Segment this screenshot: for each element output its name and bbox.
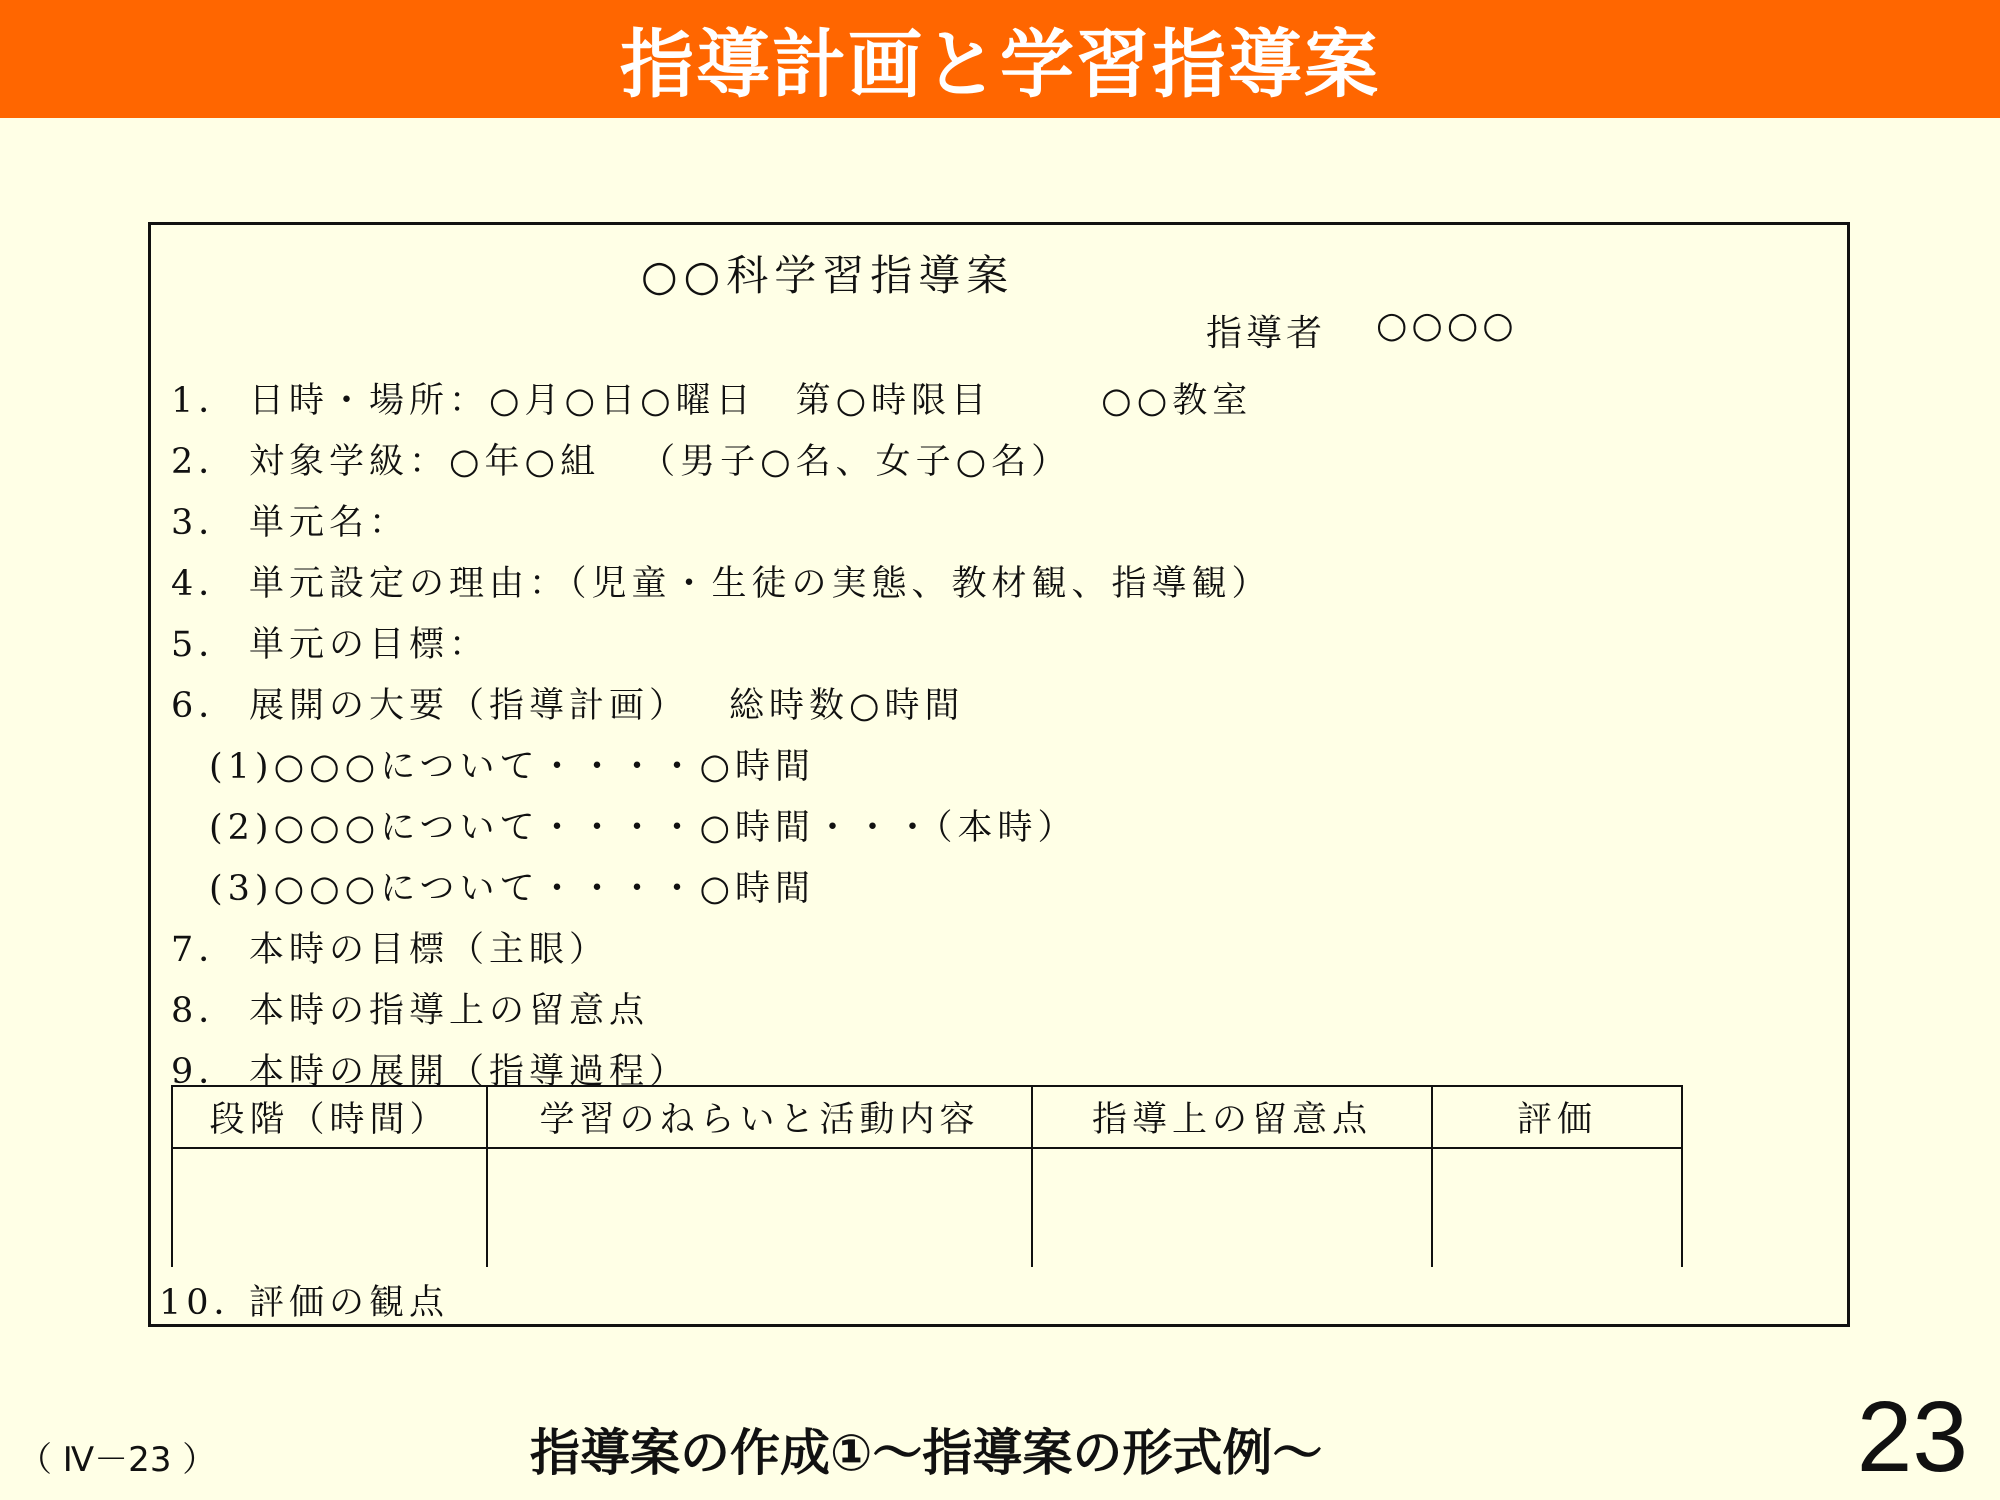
- document-title: ○○科学習指導案: [641, 251, 1015, 300]
- list-item: 4． 単元設定の理由：（児童・生徒の実態、教材観、指導観）: [171, 563, 1272, 604]
- page-number: 23: [1856, 1381, 1968, 1493]
- table-cell: [172, 1148, 487, 1267]
- list-item: 2． 対象学級：○年○組 （男子○名、女子○名）: [171, 441, 1072, 482]
- list-item: 6． 展開の大要（指導計画） 総時数○時間: [171, 685, 965, 726]
- instructor-name: ○○○○: [1376, 305, 1518, 346]
- table-cell: [1032, 1148, 1432, 1267]
- instructor-line: [1206, 305, 1518, 356]
- instructor-label: 指導者: [1206, 313, 1327, 354]
- list-item: 7． 本時の目標（主眼）: [171, 929, 610, 970]
- column-header: 指導上の留意点: [1032, 1086, 1432, 1148]
- list-item: 10． 評価の観点: [159, 1283, 450, 1323]
- sub-item: (1)○○○について・・・・○時間: [209, 746, 816, 787]
- table-cell: [487, 1148, 1032, 1267]
- slide-caption: 指導案の作成①～指導案の形式例～: [530, 1424, 1323, 1482]
- lesson-plan-form: [148, 222, 1850, 1327]
- column-header: 段階（時間）: [172, 1086, 487, 1148]
- column-header: 学習のねらいと活動内容: [487, 1086, 1032, 1148]
- item-list: [171, 367, 1272, 1099]
- list-item: 8． 本時の指導上の留意点: [171, 990, 650, 1031]
- table-cell: [1432, 1148, 1682, 1267]
- slide-title: 指導計画と学習指導案: [620, 22, 1380, 108]
- list-item: 5． 単元の目標：: [171, 624, 490, 665]
- list-item: 3． 単元名：: [171, 502, 410, 543]
- column-header: 評価: [1432, 1086, 1682, 1148]
- sub-item: (2)○○○について・・・・○時間・・・（本時）: [209, 807, 1078, 848]
- process-table: [171, 1085, 1683, 1267]
- sub-item: (3)○○○について・・・・○時間: [209, 868, 816, 909]
- slide-code: （ Ⅳ－23 ）: [18, 1440, 217, 1480]
- list-item: 1． 日時・場所：○月○日○曜日 第○時限目 ○○教室: [171, 380, 1253, 421]
- list-item: 9． 本時の展開（指導過程）: [171, 1051, 690, 1092]
- header-bar: [0, 0, 2000, 118]
